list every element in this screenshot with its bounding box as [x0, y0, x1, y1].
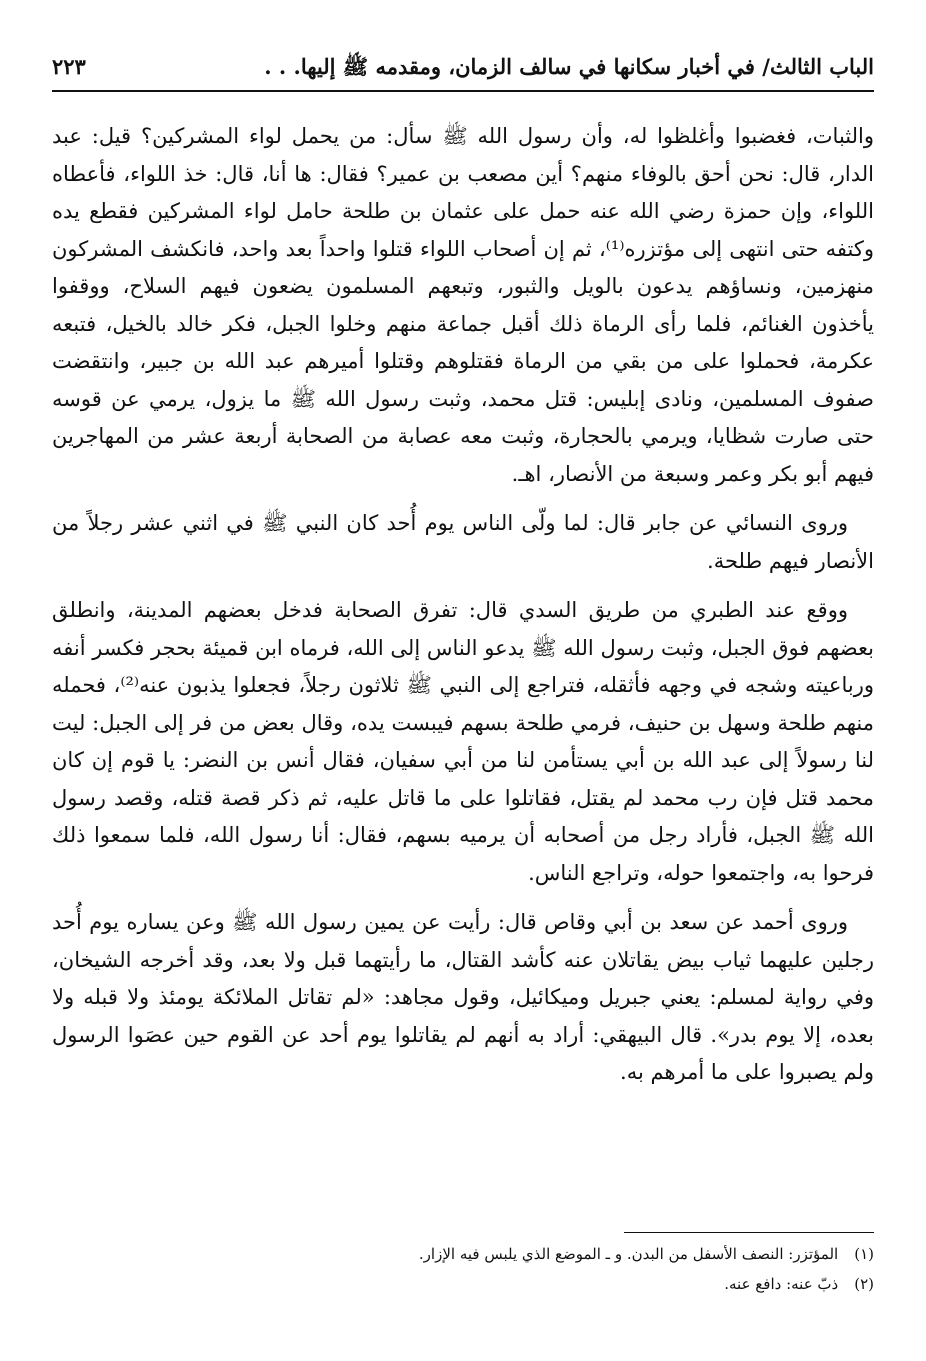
running-header-title: الباب الثالث/ في أخبار سكانها في سالف الزمان، ومقدمه ﷺ إليها. . .: [264, 54, 874, 79]
page-number: ٢٢٣: [52, 54, 86, 79]
paragraph-ahmad-narration: وروى أحمد عن سعد بن أبي وقاص قال: رأيت عن يمين رسول الله ﷺ وعن يساره يوم أُحد رجلين عليهما ثياب بيض يقاتلان عنه كأشد القتال، ما رأيتهما قبل ولا بعد، وقد أخرجه الشيخان، وفي رواية لمسلم: يعني جبريل وميكائيل، وقول مجاهد: «لم تقاتل الملائكة يومئذ ولا قبله ولا بعده، إلا يوم بدر». قال البيهقي: أراد به أنهم لم يقاتلوا يوم أحد عن القوم حين عصَوا الرسول ولم يصبروا على ما أمرهم به.: [52, 910, 874, 1084]
main-text: [52, 118, 874, 1104]
footnote-number: (٢): [854, 1275, 874, 1293]
footnotes: [52, 1232, 874, 1299]
footnote-text: ذبّ عنه: دافع عنه.: [724, 1275, 839, 1293]
footnote-text: المؤتزر: النصف الأسفل من البدن. و ـ الموضع الذي يلبس فيه الإزار.: [418, 1245, 839, 1263]
paragraph-nasai-narration: وروى النسائي عن جابر قال: لما ولّى الناس يوم أُحد كان النبي ﷺ في اثني عشر رجلاً من الأنصار فيهم طلحة.: [52, 511, 874, 573]
footnote-divider: [624, 1232, 874, 1233]
footnote-item: [52, 1269, 874, 1299]
paragraph-battle-narrative: والثبات، فغضبوا وأغلظوا له، وأن رسول الله ﷺ سأل: من يحمل لواء المشركين؟ قيل: عبد الدار، قال: نحن أحق بالوفاء منهم؟ أين مصعب بن عمير؟ فقال: ها أنا، قال: خذ اللواء، فأعطاه اللواء، وإن حمزة رضي الله عنه حمل على عثمان بن طلحة حامل لواء المشركين فقطع يده وكتفه حتى انتهى إلى مؤتزره⁽¹⁾، ثم إن أصحاب اللواء قتلوا واحداً بعد واحد، فانكشف المشركون منهزمين، ونساؤهم يدعون بالويل والثبور، وتبعهم المسلمون يضعون فيهم السلاح، ووقفوا يأخذون الغنائم، فلما رأى الرماة ذلك أقبل جماعة منهم وخلوا الجبل، فكر خالد بالخيل، فتبعه عكرمة، فحملوا على من بقي من الرماة فقتلوهم وقتلوا أميرهم عبد الله بن جبير، وانتقضت صفوف المسلمين، ونادى إبليس: قتل محمد، وثبت رسول الله ﷺ ما يزول، يرمي عن قوسه حتى صارت شظايا، ويرمي بالحجارة، وثبت معه عصابة من الصحابة أربعة عشر من المهاجرين فيهم أبو بكر وعمر وسبعة من الأنصار، اهـ.: [52, 124, 874, 486]
footnote-item: [52, 1239, 874, 1269]
running-header: [52, 48, 874, 92]
paragraph-tabari-narration: ووقع عند الطبري من طريق السدي قال: تفرق الصحابة فدخل بعضهم المدينة، وانطلق بعضهم فوق الجبل، وثبت رسول الله ﷺ يدعو الناس إلى الله، فرماه ابن قميئة بحجر فكسر أنفه ورباعيته وشجه في وجهه فأثقله، فتراجع إلى النبي ﷺ ثلاثون رجلاً، فجعلوا يذبون عنه⁽²⁾، فحمله منهم طلحة وسهل بن حنيف، فرمي طلحة بسهم فيبست يده، وقال بعض من فر إلى الجبل: ليت لنا رسولاً إلى عبد الله بن أبي يستأمن لنا من أبي سفيان، فقال أنس بن النضر: يا قوم إن كان محمد قتل فإن رب محمد لم يقتل، فقاتلوا على ما قاتل عليه، ثم ذكر قصة قتله، وقصد رسول الله ﷺ الجبل، فأراد رجل من أصحابه أن يرميه بسهم، فقال: أنا رسول الله، فلما سمعوا ذلك فرحوا به، واجتمعوا حوله، وتراجع الناس.: [52, 598, 874, 885]
footnote-number: (١): [854, 1245, 874, 1263]
